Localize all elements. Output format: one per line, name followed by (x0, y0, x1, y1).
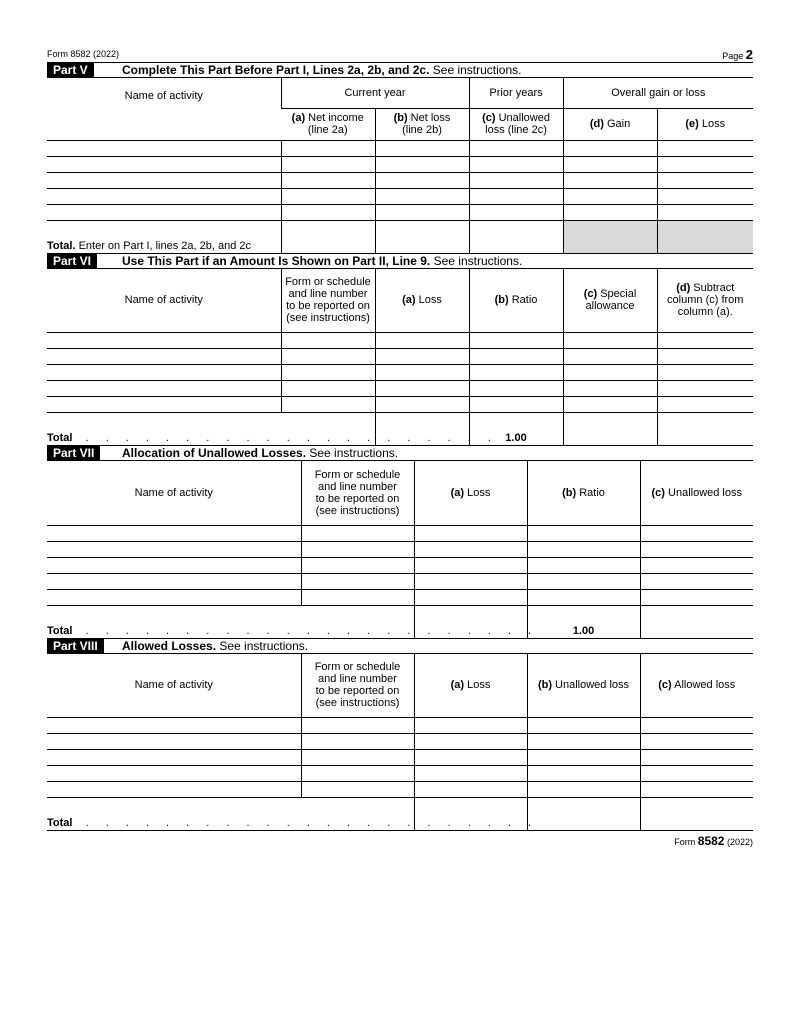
total-b-cell[interactable] (375, 220, 469, 253)
total-a-cell[interactable] (414, 798, 527, 831)
col-d-gain: (d) Gain (563, 108, 657, 140)
footer-form-number: 8582 (697, 834, 725, 848)
form-8582-page-2 (47, 47, 753, 848)
col-c-unallowed: (c) Unallowed loss (line 2c) (469, 108, 563, 140)
table-row[interactable] (47, 333, 753, 349)
col-name-of-activity: Name of activity (47, 654, 301, 718)
total-a-cell[interactable] (375, 413, 469, 446)
part-vii-title: Allocation of Unallowed Losses. See instructions. (122, 446, 399, 460)
part-v-label: Part V (47, 63, 94, 77)
table-row[interactable] (47, 381, 753, 397)
group-overall: Overall gain or loss (563, 78, 753, 108)
col-a-loss: (a) Loss (414, 654, 527, 718)
col-form-or-schedule: Form or schedule and line number to be reported on (see instructions) (281, 269, 375, 333)
col-e-loss: (e) Loss (657, 108, 753, 140)
table-row[interactable] (47, 397, 753, 413)
part-v-title: Complete This Part Before Part I, Lines 2a, 2b, and 2c. See instructions. (122, 63, 522, 77)
total-c-cell[interactable] (563, 413, 657, 446)
col-c-special-allowance: (c) Special allowance (563, 269, 657, 333)
total-c-cell[interactable] (640, 605, 753, 638)
footer-form-word: Form (674, 837, 696, 847)
part-v-total-label: Total. Enter on Part I, lines 2a, 2b, and 2c (47, 239, 252, 252)
part-viii-total-row (47, 798, 753, 831)
footer-form-year: (2022) (726, 837, 753, 847)
total-b-cell (527, 798, 640, 831)
part-vi-header (47, 253, 753, 269)
col-name-of-activity: Name of activity (47, 78, 281, 140)
total-ratio: 1.00 (527, 605, 640, 638)
part-v-total-row (47, 220, 753, 253)
page-number: 2 (745, 47, 753, 62)
table-row[interactable] (47, 172, 753, 188)
part-vii-total-label: Total . . . . . . . . . . . . . . . . . . . . . . . (47, 624, 539, 637)
col-a-net-income: (a) Net income (line 2a) (281, 108, 375, 140)
part-v-table (47, 78, 753, 253)
part-viii-header (47, 638, 753, 654)
table-row[interactable] (47, 589, 753, 605)
table-row[interactable] (47, 718, 753, 734)
total-c-cell (640, 798, 753, 831)
table-row[interactable] (47, 557, 753, 573)
col-c-unallowed-loss: (c) Unallowed loss (640, 461, 753, 525)
total-ratio: 1.00 (469, 413, 563, 446)
part-vii-total-row (47, 605, 753, 638)
total-d-cell[interactable] (657, 413, 753, 446)
table-row[interactable] (47, 525, 753, 541)
table-row[interactable] (47, 349, 753, 365)
part-vi-title: Use This Part if an Amount Is Shown on Part II, Line 9. See instructions. (122, 253, 523, 268)
total-a-cell[interactable] (414, 605, 527, 638)
total-c-cell[interactable] (469, 220, 563, 253)
page-indicator (722, 47, 753, 62)
part-vi-label: Part VI (47, 254, 97, 268)
table-row[interactable] (47, 140, 753, 156)
col-c-allowed-loss: (c) Allowed loss (640, 654, 753, 718)
col-a-loss: (a) Loss (414, 461, 527, 525)
col-name-of-activity: Name of activity (47, 269, 281, 333)
table-row[interactable] (47, 204, 753, 220)
part-v-header (47, 62, 753, 78)
table-row[interactable] (47, 188, 753, 204)
page-label: Page (722, 51, 744, 61)
table-row[interactable] (47, 782, 753, 798)
group-prior-years: Prior years (469, 78, 563, 108)
group-current-year: Current year (281, 78, 469, 108)
table-row[interactable] (47, 156, 753, 172)
part-vii-table (47, 461, 753, 638)
col-b-ratio: (b) Ratio (527, 461, 640, 525)
col-d-subtract: (d) Subtract column (c) from column (a). (657, 269, 753, 333)
total-a-cell[interactable] (281, 220, 375, 253)
part-vi-table (47, 269, 753, 446)
part-viii-table (47, 654, 753, 832)
part-viii-label: Part VIII (47, 639, 104, 653)
table-row[interactable] (47, 750, 753, 766)
col-b-ratio: (b) Ratio (469, 269, 563, 333)
page-footer (47, 834, 753, 848)
table-row[interactable] (47, 541, 753, 557)
part-vi-total-label: Total . . . . . . . . . . . . . . . . . . . . . (47, 432, 498, 444)
table-row[interactable] (47, 766, 753, 782)
part-viii-title: Allowed Losses. See instructions. (122, 638, 309, 653)
col-b-net-loss: (b) Net loss (line 2b) (375, 108, 469, 140)
part-vii-header (47, 445, 753, 461)
page-header (47, 47, 753, 62)
col-form-or-schedule: Form or schedule and line number to be reported on (see instructions) (301, 461, 414, 525)
total-e-shaded (657, 220, 753, 253)
form-id: Form 8582 (2022) (47, 49, 120, 59)
table-row[interactable] (47, 734, 753, 750)
col-form-or-schedule: Form or schedule and line number to be reported on (see instructions) (301, 654, 414, 718)
part-vii-label: Part VII (47, 446, 100, 460)
part-vi-total-row (47, 413, 753, 446)
col-a-loss: (a) Loss (375, 269, 469, 333)
table-row[interactable] (47, 573, 753, 589)
total-d-shaded (563, 220, 657, 253)
col-b-unallowed-loss: (b) Unallowed loss (527, 654, 640, 718)
table-row[interactable] (47, 365, 753, 381)
col-name-of-activity: Name of activity (47, 461, 301, 525)
part-viii-total-label: Total . . . . . . . . . . . . . . . . . . . . . . . (47, 798, 414, 831)
